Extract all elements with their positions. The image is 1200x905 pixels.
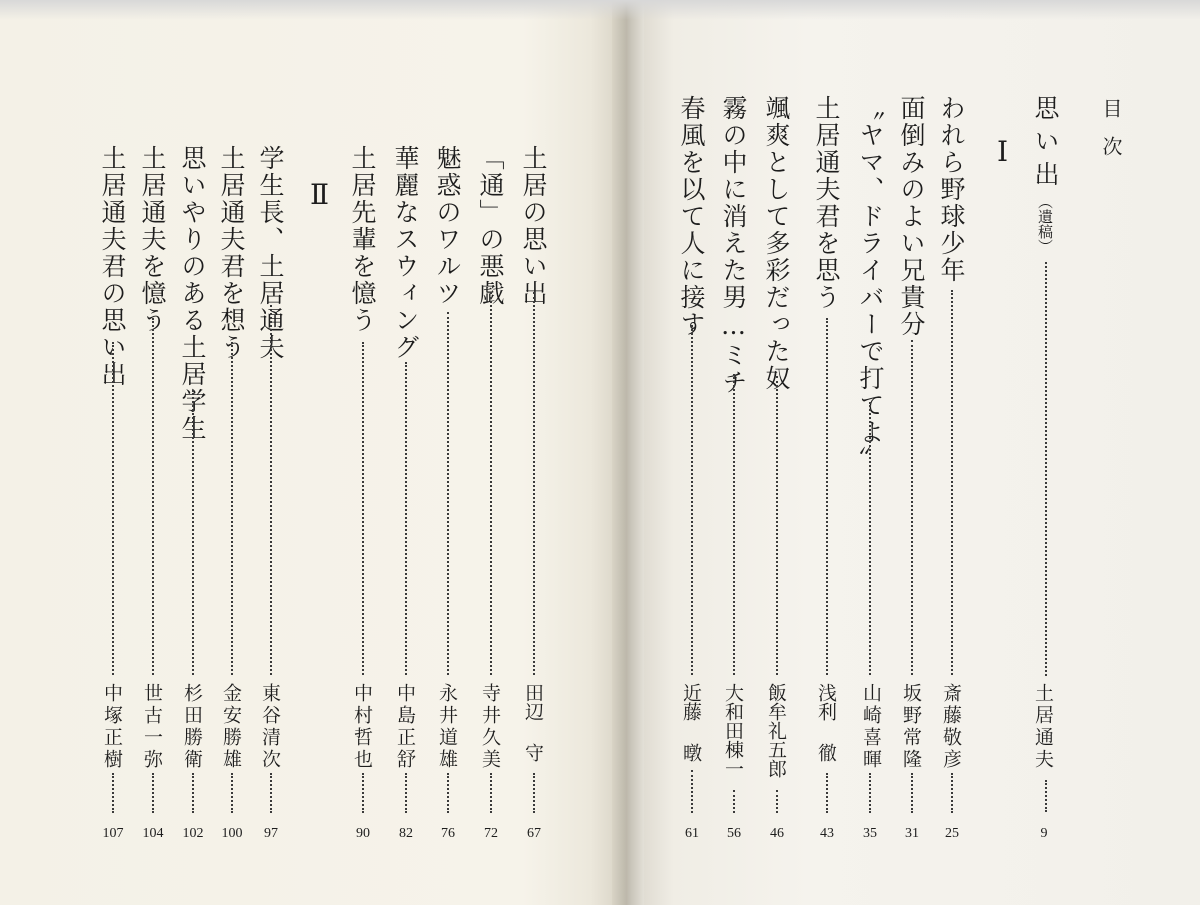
leader-dots <box>152 318 154 675</box>
toc-entry-page: 46 <box>770 826 784 841</box>
toc-entry-title: 思いやりのある土居学生 <box>178 145 207 442</box>
leader-dots <box>152 773 154 813</box>
leader-dots <box>951 290 953 675</box>
leader-dots <box>192 390 194 675</box>
leader-dots <box>1045 262 1047 676</box>
leader-dots <box>691 770 693 813</box>
toc-entry-page: 72 <box>484 826 498 841</box>
leader-dots <box>733 374 735 675</box>
top-shadow <box>0 0 1200 20</box>
leader-dots <box>951 773 953 813</box>
leader-dots <box>869 773 871 813</box>
toc-entry-page: 31 <box>905 826 919 841</box>
toc-entry-title: 土居通夫君を思う <box>812 95 841 311</box>
toc-entry-author: 寺井久美 <box>479 683 501 771</box>
toc-entry-author: 中村哲也 <box>351 683 373 771</box>
leader-dots <box>112 342 114 675</box>
leader-dots <box>405 362 407 675</box>
toc-entry-page: 43 <box>820 826 834 841</box>
toc-entry-author: 浅利 徹 <box>815 683 837 762</box>
toc-entry-page: 67 <box>527 826 541 841</box>
toc-entry-title: 土居先輩を憶う <box>348 145 377 334</box>
toc-entry-author: 中塚正樹 <box>101 683 123 771</box>
toc-entry-title: 土居通夫君を想う <box>217 145 246 361</box>
toc-entry-title: 颯爽として多彩だった奴 <box>762 95 791 392</box>
leader-dots <box>447 773 449 813</box>
toc-entry-author: 永井道雄 <box>436 683 458 771</box>
toc-entry-title: 魅惑のワルツ <box>433 145 462 307</box>
toc-entry-title: 学生長、土居通夫 <box>256 145 285 361</box>
leader-dots <box>362 773 364 813</box>
leader-dots <box>362 342 364 675</box>
leader-dots <box>826 773 828 813</box>
leader-dots <box>270 305 272 675</box>
leader-dots <box>490 773 492 813</box>
toc-entry-author: 土居通夫 <box>1032 683 1054 771</box>
leader-dots <box>776 790 778 813</box>
toc-entry-author: 大和田棟一 <box>722 683 744 778</box>
book-gutter <box>612 0 644 905</box>
toc-entry-title: 華麗なスウィング <box>391 145 420 361</box>
toc-entry-page: 35 <box>863 826 877 841</box>
toc-entry-author: 近藤 暾 <box>680 683 702 762</box>
toc-entry-page: 104 <box>142 826 164 841</box>
leader-dots <box>112 773 114 813</box>
toc-entry-title: 「通」の悪戯 <box>476 145 505 307</box>
toc-entry-author: 田辺 守 <box>522 683 544 762</box>
toc-entry-page: 97 <box>264 826 278 841</box>
toc-entry-page: 82 <box>399 826 413 841</box>
toc-entry-author: 中島正舒 <box>394 683 416 771</box>
toc-entry-title: 春風を以て人に接す <box>677 95 706 338</box>
leader-dots <box>270 773 272 813</box>
leader-dots <box>533 292 535 675</box>
leader-dots <box>533 773 535 813</box>
toc-heading: 目次 <box>1099 98 1123 174</box>
toc-entry-author: 東谷清次 <box>259 683 281 771</box>
leader-dots <box>192 773 194 813</box>
leader-dots <box>447 312 449 675</box>
toc-entry-page: 100 <box>221 826 243 841</box>
toc-entry-title: 霧の中に消えた男…ミチ <box>719 95 748 396</box>
toc-entry-page: 107 <box>102 826 124 841</box>
toc-entry-author: 斎藤敬彦 <box>940 683 962 771</box>
toc-entry-author: 山崎喜暉 <box>860 683 882 771</box>
leader-dots <box>733 790 735 813</box>
toc-entry-author: 坂野常隆 <box>900 683 922 771</box>
toc-entry-author: 杉田勝衛 <box>181 683 203 771</box>
toc-entry-author: 飯牟礼五郎 <box>765 683 787 778</box>
toc-entry-title: われら野球少年 <box>937 95 966 284</box>
toc-entry-title: 思い出（遺稿） <box>1031 95 1060 254</box>
toc-entry-title: 〝ヤマ、ドライバーで打てよ〟 <box>856 95 885 473</box>
leader-dots <box>691 325 693 675</box>
toc-entry-title: 土居の思い出 <box>519 145 548 307</box>
section-one-label: Ⅰ <box>986 135 1019 170</box>
toc-entry-page: 61 <box>685 826 699 841</box>
leader-dots <box>231 342 233 675</box>
leader-dots <box>911 773 913 813</box>
toc-entry-title: 土居通夫君の思い出 <box>98 145 127 388</box>
toc-entry-author: 世古一弥 <box>141 683 163 771</box>
leader-dots <box>869 402 871 675</box>
section-two-label: Ⅱ <box>303 178 336 213</box>
toc-entry-page: 76 <box>441 826 455 841</box>
toc-entry-page: 90 <box>356 826 370 841</box>
leader-dots <box>1045 780 1047 812</box>
toc-entry-page: 25 <box>945 826 959 841</box>
leader-dots <box>776 376 778 675</box>
toc-entry-page: 9 <box>1040 826 1048 841</box>
leader-dots <box>490 292 492 675</box>
toc-entry-title: 土居通夫を憶う <box>138 145 167 334</box>
toc-entry-page: 102 <box>182 826 204 841</box>
toc-entry-title: 面倒みのよい兄貴分 <box>897 95 926 338</box>
toc-entry-author: 金安勝雄 <box>220 683 242 771</box>
leader-dots <box>911 340 913 675</box>
leader-dots <box>405 773 407 813</box>
leader-dots <box>826 318 828 675</box>
leader-dots <box>231 773 233 813</box>
toc-entry-page: 56 <box>727 826 741 841</box>
